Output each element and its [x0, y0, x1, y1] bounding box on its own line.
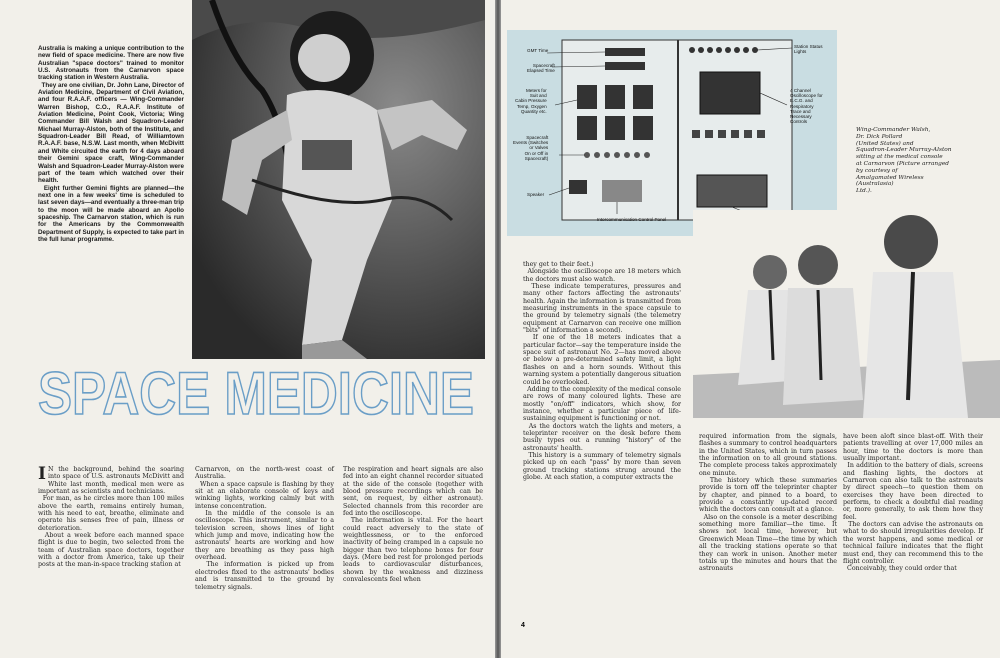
astronaut-spacewalk-photo [192, 0, 485, 359]
title-graphic [36, 362, 476, 420]
right-column-2: required information from the signals, flashes a summary to control headquarters in the United States, which in turn passes the information on to all ground stations. The complete process takes approximately one minute. The history which these summaries provide is torn off the teleprinter chapter by chapter, and pinned to a board, to provide a constantly up-dated record which the doctors can consult at a glance. Also on the console is a meter describing something more familiar—the time. It shows not local time, however, but Greenwich Mean Time—the time by which all the tracking stations operate so that they can work in unison. Another meter totals up the minutes and hours that the astronauts [699, 433, 837, 573]
left-column-2: Carnarvon, on the north-west coast of Australia. When a space capsule is flashing by they sit at an elaborate console of keys and winking lights, working calmly but with intense concentration. In the middle of the console is an oscilloscope. This instrument, similar to a television screen, shows lines of light which jump and move, indicating how the astronauts' hearts are working and how they are breathing as they pass high overhead. The information is picked up from electrodes fixed to the astronauts' bodies and is transmitted to the ground by telemetry signals. [195, 466, 334, 591]
label-gmt-time: GMT Time [527, 48, 549, 53]
right-column-3: have been aloft since blast-off. With their patients travelling at over 17,000 miles an hour, time to the doctors is more than usually important. In addition to the battery of dials, screens and flashing lights, the doctors at Carnarvon can also talk to the astronauts by direct speech—to question them on exercises they have been directed to perform, to check a doubtful dial reading or, more generally, to ask them how they feel. The doctors can advise the astronauts on what to do should irregularities develop. If the worst happens, and some medical or technical failure indicates that the flight must end, they can recommend this to the flight controller. Conceivably, they could order that [843, 433, 983, 573]
intro-text: Australia is making a unique contribution to the new field of space medicine. There are now five Australian "space doctors" trained to monitor U.S. Astronauts from the Carnarvon space tracking station in Western Australia. They are one civilian, Dr. John Lane, Director of Aviation Medicine, Department of Civil Aviation, and four R.A.A.F. officers — Wing-Commander Warren Bishop, C.O., R.A.A.F. Institute of Aviation Medicine, Point Cook, Victoria; Wing Commander Bill Walsh and Squadron-Leader Michael Murray-Alston, both of the Institute, and Squadron-Leader Bill Read, of Williamtown R.A.A.F. base, N.S.W. Last month, when McDivitt and White circuited the earth for 4 days aboard their Gemini space craft, Wing-Commander Walsh and Squadron-Leader Murray-Alston were part of the team which watched over their health. Eight further Gemini flights are planned—the next one in a few weeks' time is scheduled to last seven days—and eventually a three-man trip to the moon will be made aboard an Apollo spaceship. The Carnarvon station, which is run for the Americans by the Commonwealth Department of Supply, is expected to take part in the full lunar programme. [38, 45, 184, 243]
doctors-at-console-photo [693, 210, 1000, 418]
left-column-3: The respiration and heart signals are also fed into an eight channel recorder situated at the side of the console (together with blood pressure recordings which can be sent, on request, by either astronaut). Selected channels from this recorder are fed into the oscilloscope. The information is vital. For the heart could react adversely to the state of weightlessness, or to the enforced inactivity of being cramped in a capsule no bigger than two telephone boxes for four days. (Mere bed rest for prolonged periods leads to cardiovascular disturbances, shown by the weakness and dizziness convalescents feel when [343, 466, 483, 584]
photo-caption: Wing-Commander Walsh, Dr. Dick Pollard (United States) and Squadron-Leader Murray-Alston sitting at the medical console at Carnarvon (Picture arranged by courtesy of Amalgamated Wireless (Australasia) Ltd.). [856, 127, 952, 195]
label-spacecraft-elapsed: Spacecraft Elapsed Time [527, 63, 555, 74]
label-oscilloscope: 4 Channel Oscilloscope for E.C.G. and Respiratory Trace and Necessary Controls [790, 88, 823, 125]
right-column-1: they get to their feet.) Alongside the oscilloscope are 18 meters which the doctors must also watch. These indicate temperatures, pressures and many other factors affecting the astronauts' health. Again the information is transmitted from measuring instruments in the space capsule to the ground by telemetry signals (the telemetry equipment at Carnarvon can receive one million "bits" of information a second). If one of the 18 meters indicates that a particular factor—say the temperature inside the space suit of astronaut No. 2—has moved above or below a pre-determined safety limit, a light flashes on and a horn sounds. Without this warning system a potentially dangerous situation could be overlooked. Adding to the complexity of the medical console are rows of many coloured lights. These are mostly "on/off" indicators, which show, for instance, whether a particular piece of life-sustaining equipment is functioning or not. As the doctors watch the lights and meters, a teleprinter receiver on the desk before them busily types out a running "history" of the astronauts' health. This history is a summary of telemetry signals picked up on each "pass" by more than seven ground tracking stations strung around the globe. At each station, a computer extracts the [523, 261, 682, 481]
console-diagram [507, 30, 837, 236]
left-column-1-text: N the background, behind the soaring into space of U.S. astronauts McDivitt and White last month, medical men were as important as scientists and technicians. For man, as he circles more than 100 miles above the earth, remains entirely human, with his need to eat, breathe, eliminate and operate his senses free of pain, illness or deterioration. About a week before each manned space flight is due to begin, two selected from the team of Australian space doctors, together with a doctor from America, take up their posts at the man-in-space tracking station at [38, 466, 184, 569]
right-page [501, 0, 1000, 658]
page-number: 4 [521, 622, 525, 629]
console-drawing [507, 30, 837, 236]
left-page [0, 0, 495, 658]
label-spacecraft-events: Spacecraft Events (Switches or Valves On or Off in Spacecraft) [513, 135, 549, 161]
label-intercom: Intercommunication Control Panel [597, 217, 667, 222]
label-meters: Meters for Suit and Cabin Pressure Temp, Oxygen Quantity etc. [515, 88, 547, 114]
label-speaker: Speaker [527, 192, 545, 197]
label-station-status: Station Status Lights [794, 44, 823, 55]
drop-cap: I [38, 464, 46, 484]
left-column-1 [38, 466, 184, 569]
page-title: SPACE MEDICINE [38, 362, 474, 420]
